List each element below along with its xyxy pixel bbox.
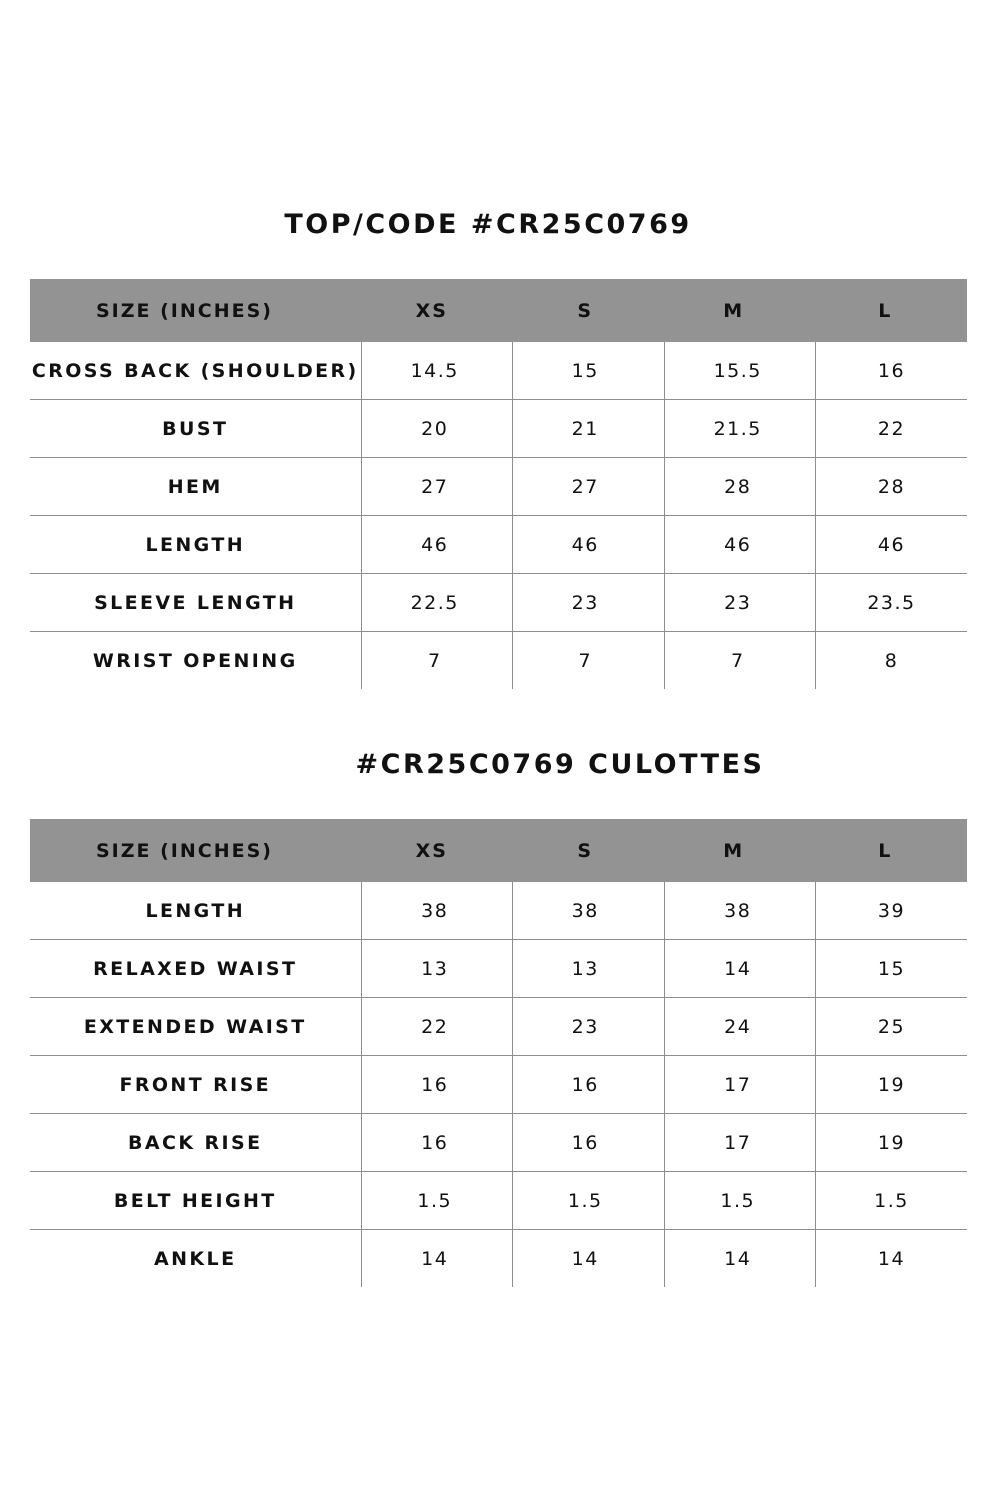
header-size-s: S: [513, 819, 665, 882]
cell-xs: 14: [361, 1230, 513, 1288]
table-header-row: [30, 279, 967, 342]
cell-l: 14: [816, 1230, 968, 1288]
cell-l: 19: [816, 1056, 968, 1114]
header-size-xs: XS: [361, 819, 513, 882]
cell-m: 17: [664, 1056, 816, 1114]
table-row: [30, 882, 967, 940]
cell-s: 46: [513, 516, 665, 574]
cell-xs: 14.5: [361, 342, 513, 400]
cell-s: 14: [513, 1230, 665, 1288]
cell-m: 14: [664, 940, 816, 998]
culottes-chart-title: #CR25C0769 CULOTTES: [355, 749, 765, 780]
table-row: [30, 574, 967, 632]
cell-m: 15.5: [664, 342, 816, 400]
header-size-m: M: [664, 279, 816, 342]
table-row: [30, 1114, 967, 1172]
cell-m: 17: [664, 1114, 816, 1172]
cell-m: 46: [664, 516, 816, 574]
cell-xs: 38: [361, 882, 513, 940]
table-row: [30, 1056, 967, 1114]
row-label: SLEEVE LENGTH: [30, 574, 361, 632]
cell-l: 25: [816, 998, 968, 1056]
cell-s: 23: [513, 574, 665, 632]
cell-m: 7: [664, 632, 816, 690]
table-row: [30, 1172, 967, 1230]
header-size-label: SIZE (INCHES): [30, 279, 361, 342]
row-label: FRONT RISE: [30, 1056, 361, 1114]
cell-s: 15: [513, 342, 665, 400]
cell-xs: 46: [361, 516, 513, 574]
cell-xs: 27: [361, 458, 513, 516]
cell-s: 21: [513, 400, 665, 458]
row-label: RELAXED WAIST: [30, 940, 361, 998]
cell-s: 27: [513, 458, 665, 516]
cell-xs: 7: [361, 632, 513, 690]
cell-s: 23: [513, 998, 665, 1056]
cell-m: 1.5: [664, 1172, 816, 1230]
row-label: BACK RISE: [30, 1114, 361, 1172]
cell-l: 28: [816, 458, 968, 516]
cell-s: 16: [513, 1114, 665, 1172]
cell-l: 23.5: [816, 574, 968, 632]
cell-l: 16: [816, 342, 968, 400]
cell-xs: 13: [361, 940, 513, 998]
cell-s: 1.5: [513, 1172, 665, 1230]
table-row: [30, 400, 967, 458]
row-label: WRIST OPENING: [92, 649, 298, 672]
table-row: [30, 940, 967, 998]
cell-l: 1.5: [816, 1172, 968, 1230]
row-label: EXTENDED WAIST: [30, 998, 361, 1056]
cell-s: 7: [513, 632, 665, 690]
cell-s: 16: [513, 1056, 665, 1114]
cell-m: 14: [664, 1230, 816, 1288]
row-label: BELT HEIGHT: [30, 1172, 361, 1230]
cell-l: 22: [816, 400, 968, 458]
cell-m: 23: [664, 574, 816, 632]
cell-m: 24: [664, 998, 816, 1056]
cell-l: 39: [816, 882, 968, 940]
row-label: CROSS BACK (SHOULDER): [30, 342, 361, 400]
row-label: LENGTH: [30, 516, 361, 574]
table-header-row: [30, 819, 967, 882]
row-label: HEM: [30, 458, 361, 516]
cell-m: 21.5: [664, 400, 816, 458]
row-label: ANKLE: [154, 1247, 237, 1270]
header-size-m: M: [664, 819, 816, 882]
table-row: [30, 998, 967, 1056]
top-size-table: [30, 279, 967, 689]
header-size-l: L: [816, 279, 968, 342]
cell-l: 46: [816, 516, 968, 574]
cell-xs: 22: [361, 998, 513, 1056]
header-size-l: L: [816, 819, 968, 882]
header-size-xs: XS: [361, 279, 513, 342]
table-row: [30, 1230, 967, 1288]
cell-xs: 16: [361, 1114, 513, 1172]
table-row: [30, 516, 967, 574]
culottes-size-table: [30, 819, 967, 1287]
cell-s: 38: [513, 882, 665, 940]
row-label: BUST: [30, 400, 361, 458]
cell-s: 13: [513, 940, 665, 998]
header-size-label: SIZE (INCHES): [30, 819, 361, 882]
table-row: [30, 342, 967, 400]
header-size-s: S: [513, 279, 665, 342]
table-row: [30, 458, 967, 516]
top-chart-title: TOP/CODE #CR25C0769: [284, 209, 692, 240]
cell-l: 8: [816, 632, 968, 690]
cell-m: 28: [664, 458, 816, 516]
cell-xs: 22.5: [361, 574, 513, 632]
cell-xs: 16: [361, 1056, 513, 1114]
cell-xs: 20: [361, 400, 513, 458]
cell-l: 15: [816, 940, 968, 998]
table-row: [30, 632, 967, 690]
row-label: LENGTH: [30, 882, 361, 940]
cell-m: 38: [664, 882, 816, 940]
cell-xs: 1.5: [361, 1172, 513, 1230]
cell-l: 19: [816, 1114, 968, 1172]
